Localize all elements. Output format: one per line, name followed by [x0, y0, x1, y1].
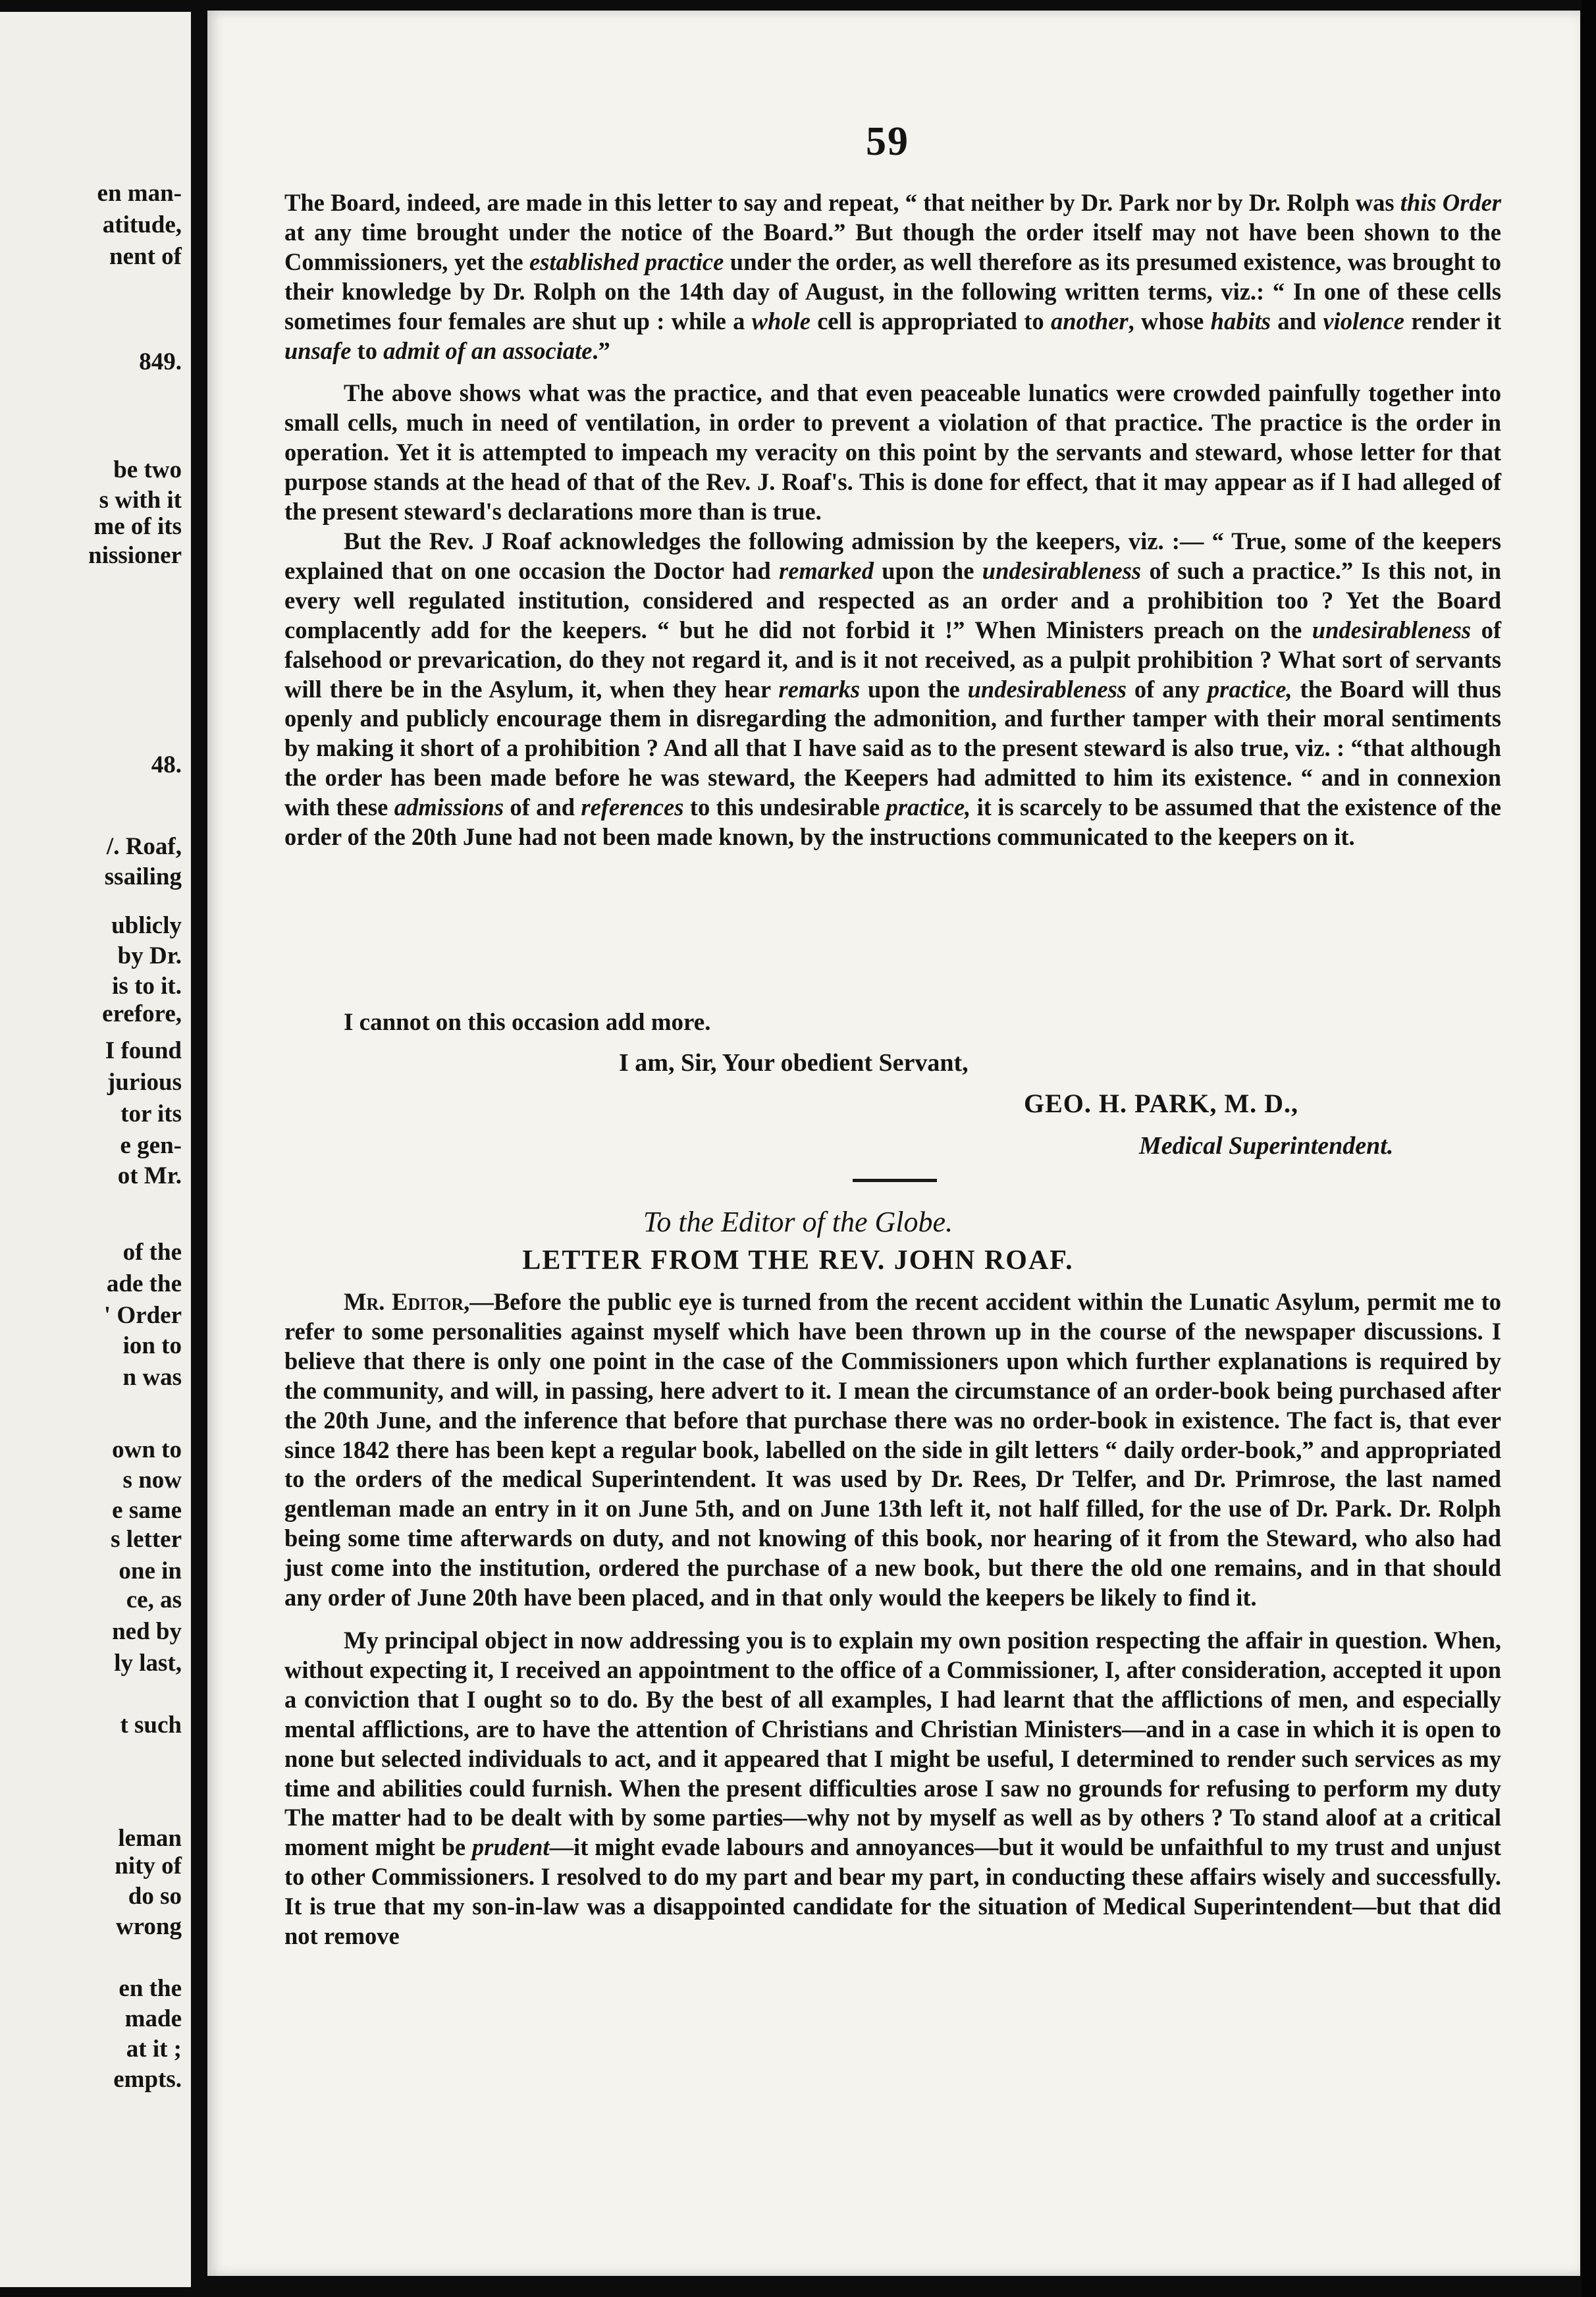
facing-page-line: tor its — [120, 1100, 182, 1127]
facing-page-line: n was — [122, 1364, 182, 1391]
facing-page-line: ssailing — [104, 863, 182, 890]
closing-line: I cannot on this occasion add more. — [344, 1009, 711, 1036]
facing-page-line: own to — [112, 1436, 182, 1463]
facing-page-line: nent of — [109, 243, 182, 270]
paragraph-position: My principal object in now addressing you is to explain my own position respecting the affair in question. When, without expecting it, I received an appointment to the office of a Commissioner, I, after consideration, accepted it upon a conviction that I ought so to do. By the best of all examples, I had learnt that the afflictions of men, and especially mental afflictions, are to have the attention of Christians and Christian Ministers—and in a case in which it is open to none but selected individuals to act, and it appeared that I might be useful, I determined to render such services as my time and abilities could furnish. When the present difficulties arose I saw no grounds for refusing to perform my duty The matter had to be dealt with by some parties—why not by myself as well as by others ? To stand aloof at a critical moment might be prudent—it might evade labours and annoyances—but it would be unfaithful to my trust and unjust to other Commissioners. I resolved to do my part and bear my part, in conducting these affairs wisely and successfully. It is true that my son-in-law was a disappointed candidate for the situation of Medical Superintendent—but that did not remove — [284, 1626, 1501, 1950]
page-edge-shadow — [1582, 0, 1596, 2297]
facing-page-line: 849. — [139, 348, 182, 375]
facing-page-fragment — [0, 12, 191, 2287]
facing-page-line: ot Mr. — [117, 1162, 182, 1189]
facing-page-line: en the — [119, 1975, 182, 2002]
facing-page-line: en man- — [97, 180, 182, 207]
facing-page-line: s with it — [99, 487, 182, 514]
facing-page-line: of the — [122, 1239, 182, 1266]
facing-page-line: erefore, — [102, 1000, 182, 1027]
facing-page-line: ce, as — [126, 1586, 182, 1613]
facing-page-line: e same — [112, 1497, 182, 1524]
facing-page-line: at it ; — [126, 2036, 182, 2063]
facing-page-line: empts. — [113, 2066, 182, 2093]
paragraph-roaf-admission: But the Rev. J Roaf acknowledges the following admission by the keepers, viz. :— “ True, some of the keepers explained that on one occasion the Doctor had remarked upon the undesirableness of such a practice.” Is this not, in every well regulated institution, considered and respected as an order and a prohibition too ? Yet the Board complacently add for the keepers. “ but he did not forbid it !” When Ministers preach on the undesirableness of falsehood or prevarication, do they not regard it, and is it not received, as a pulpit prohibition ? What sort of servants will there be in the Asylum, it, when they hear remarks upon the undesirableness of any practice, the Board will thus openly and publicly encourage them in disregarding the admonition, and further tamper with their moral sentiments by making it short of a prohibition ? And all that I have said as to the present steward is also true, viz. : “that although the order has been made before he was steward, the Keepers had admitted to him its existence. “ and in connexion with these admissions of and references to this undesirable practice, it is scarcely to be assumed that the existence of the order of the 20th June had not been made known, by the instructions communicated to the keepers on it. — [284, 527, 1501, 851]
facing-page-line: made — [124, 2005, 182, 2032]
paragraph-order-book-text: —Before the public eye is turned from the recent accident within the Lunatic Asylum, permit me to refer to some personalities against myself which have been thrown up in the course of the newspaper discussions. I believe that there is only one point in the case of the Commissioners upon which further explanations is required by the community, and will, in passing, here advert to it. I mean the circumstance of an order-book being purchased after the 20th June, and the inference that before that purchase there was no order-book in existence. The fact is, that ever since 1842 there has been kept a regular book, labelled on the side in gilt letters “ daily order-book,” and appropriated to the orders of the medical Superintendent. It was used by Dr. Rees, Dr Telfer, and Dr. Primrose, the last named gentleman made an entry in it on June 5th, and on June 13th left it, not half filled, for the use of Dr. Park. Dr. Rolph being some time afterwards on duty, and not knowing of this book, nor hearing of it from the Steward, who also had just come into the institution, ordered the purchase of a new book, but there the old one remains, and in that should any order of June 20th have been placed, and in that only would the keepers be likely to find it. — [284, 1288, 1501, 1611]
facing-page-line: ly last, — [114, 1650, 182, 1677]
facing-page-line: by Dr. — [117, 942, 182, 969]
facing-page-line: t such — [120, 1712, 182, 1739]
salutation: I am, Sir, Your obedient Servant, — [619, 1049, 969, 1077]
signature-title: Medical Superintendent. — [1139, 1132, 1394, 1160]
facing-page-line: be two — [113, 456, 182, 483]
facing-page-line: e gen- — [120, 1132, 182, 1159]
facing-page-line: /. Roaf, — [106, 833, 182, 860]
roaf-letter-body — [284, 1287, 1501, 1951]
paragraph-order-book — [284, 1287, 1501, 1613]
facing-page-line: ion to — [122, 1332, 182, 1359]
facing-page-line: ned by — [112, 1618, 182, 1645]
page-number: 59 — [866, 119, 909, 164]
facing-page-line: nity of — [115, 1852, 182, 1879]
facing-page-line: I found — [105, 1037, 182, 1064]
letter-salutation: Mr. Editor, — [344, 1288, 470, 1315]
facing-page-line: do so — [128, 1883, 182, 1910]
facing-page-line: s letter — [111, 1526, 182, 1553]
facing-page-line: is to it. — [112, 973, 182, 1000]
facing-page-line: me of its — [93, 513, 182, 540]
facing-page-line: ade the — [106, 1270, 182, 1297]
facing-page-line: one in — [119, 1557, 182, 1584]
paragraph-board-order: The Board, indeed, are made in this letter to say and repeat, “ that neither by Dr. Park nor by Dr. Rolph was this Order at any time brought under the notice of the Board.” But though the order itself may not have been shown to the Commissioners, yet the established practice under the order, as well therefore as its presumed existence, was brought to their knowledge by Dr. Rolph on the 14th day of August, in the following written terms, viz.: “ In one of these cells sometimes four females are shut up : while a whole cell is appropriated to another, whose habits and violence render it unsafe to admit of an associate.” — [284, 189, 1501, 364]
facing-page-line: leman — [118, 1825, 182, 1852]
facing-page-line: jurious — [107, 1069, 182, 1096]
facing-page-line: ' Order — [103, 1302, 182, 1329]
facing-page-line: s now — [122, 1467, 182, 1494]
facing-page-line: nissioner — [88, 542, 182, 569]
letter-addressee: To the Editor of the Globe. — [643, 1206, 953, 1238]
section-divider — [853, 1179, 937, 1182]
letter-heading: LETTER FROM THE REV. JOHN ROAF. — [522, 1245, 1074, 1276]
facing-page-line: 48. — [151, 751, 182, 778]
park-letter-body — [284, 188, 1501, 852]
signature-name: GEO. H. PARK, M. D., — [1024, 1089, 1299, 1118]
facing-page-line: atitude, — [102, 211, 182, 238]
facing-page-line: wrong — [115, 1913, 182, 1940]
facing-page-line: ublicly — [111, 912, 182, 939]
paragraph-practice: The above shows what was the practice, and that even peaceable lunatics were crowded painfully together into small cells, much in need of ventilation, in order to prevent a violation of that practice. The practice is the order in operation. Yet it is attempted to impeach my veracity on this point by the servants and steward, whose letter for that purpose stands at the head of that of the Rev. J. Roaf's. This is done for effect, that it may appear as if I had alleged of the present steward's declarations more than is true. — [284, 379, 1501, 526]
